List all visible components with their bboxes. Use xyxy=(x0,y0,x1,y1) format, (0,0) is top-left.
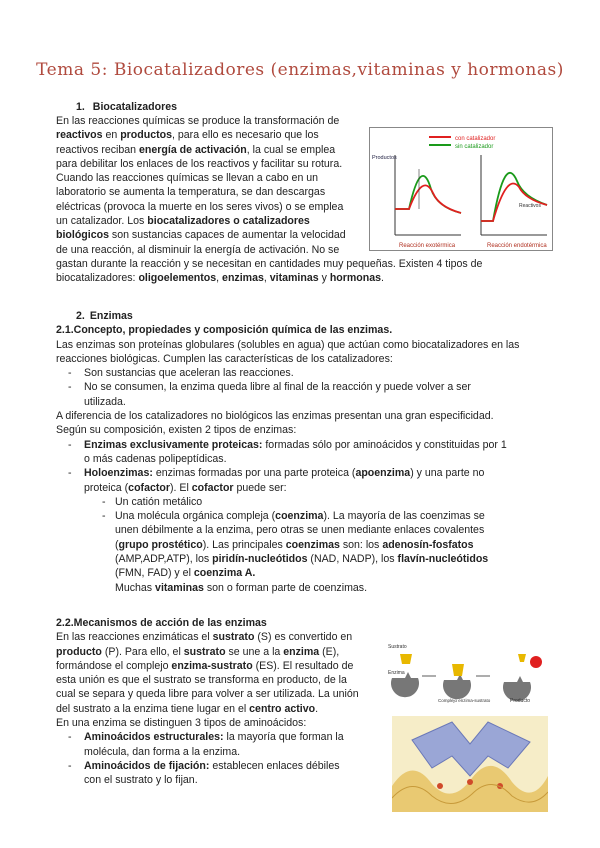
label-products: Productos xyxy=(372,155,397,161)
legend-without-catalyst: sin catalizador xyxy=(455,144,494,150)
substrate-shape xyxy=(400,654,412,664)
section-number: 1. xyxy=(76,101,85,113)
label-producto: Producto xyxy=(510,698,531,704)
page-title: Tema 5: Biocatalizadores (enzimas,vitaminas y hormonas) xyxy=(36,60,564,80)
label-enzima: Enzima xyxy=(388,670,405,676)
list-item: - Holoenzimas: enzimas formadas por una parte proteica (apoenzima) y una parte no proteica (cofactor). El cofactor puede ser: xyxy=(56,466,545,495)
list-item: - Son sustancias que aceleran las reacciones. xyxy=(56,366,545,380)
caption-exothermic: Reacción exotérmica xyxy=(399,243,456,249)
label-complejo: Complejo enzima-sustrato xyxy=(438,698,491,703)
list-item: - No se consumen, la enzima queda libre al final de la reacción y puede volver a ser utilizada. xyxy=(56,380,545,409)
subsection-2-2-heading: 2.2.Mecanismos de acción de las enzimas xyxy=(56,617,267,629)
section-1-text-wide: gastan durante la reacción y se necesitan en cantidades muy pequeñas. Existen 4 tipos de biocatalizadores: oligoelementos, enzimas, vitaminas y hormonas. xyxy=(56,258,483,285)
section-1-heading xyxy=(56,100,366,114)
list-item: - Aminoácidos de fijación: establecen enlaces débiles con el sustrato y lo fijan. xyxy=(56,759,378,788)
section-1-text: En las reacciones químicas se produce la transformación de reactivos en productos, para ello es necesario que los reactivos reciban energía de activación, la cual se emplea para debilitar los enlaces de los reactivos y facilitar su rotura. Cuando las reacciones químicas se llevan a cabo en un laboratorio se aumenta la temperatura, se dan descargas eléctricas (provoca la muerte en los seres vivos) o se emplea un catalizador. Los biocatalizadores o catalizadores biológicos son sustancias capaces de aumentar la velocidad de una reacción, al disminuir la energía de activación. No se xyxy=(56,115,346,256)
enzyme-mechanism-figure xyxy=(386,640,548,706)
subsection-2-1-heading: 2.1.Concepto, propiedades y composición química de las enzimas. xyxy=(56,324,393,337)
list-item: - Enzimas exclusivamente proteicas: formadas sólo por aminoácidos y constituidas por 1 o más cadenas polipeptídicas. xyxy=(56,438,545,467)
caption-endothermic: Reacción endotérmica xyxy=(487,243,547,249)
list-item: - Una molécula orgánica compleja (coenzima). La mayoría de las coenzimas se unen débilmente a la enzima, pero otras se unen mediante enlaces covalentes (grupo prostético). Las principales coenzimas son: los adenosín-fosfatos (AMP,ADP,ATP), los piridín-nucleótidos (NAD, NADP), los flavín-nucleótidos (FMN, FAD) y el coenzima A. xyxy=(56,509,545,580)
active-site-figure xyxy=(392,716,548,812)
list-item: - Aminoácidos estructurales: la mayoría que forman la molécula, dan forma a la enzima. xyxy=(56,730,378,759)
cofactor-list xyxy=(56,495,545,581)
legend-with-catalyst: con catalizador xyxy=(455,136,496,142)
section-2-2: 2.2.Mecanismos de acción de las enzimas En las reacciones enzimáticas el sustrato (S) es convertido en producto (P). Para ello, el sustrato se une a la enzima (E), formándose el complejo enzima-sustrato (ES). El resultado de esta unión es que el sustrato se transforma en producto, de la cual se separa y queda libre para volver a ser utilizada. La unión del sustrato a la enzima tiene lugar en el centro activo. En una enzima se distinguen 3 tipos de aminoácidos: - Aminoácidos estructurales: la mayoría que forman la molécula, dan forma a la enzima. - Aminoácidos de fijación: establecen enlaces débiles con el sustrato y lo fijan. xyxy=(56,616,378,788)
label-reactivos: Reactivos xyxy=(519,203,541,209)
label-sustrato: Sustrato xyxy=(388,644,407,650)
section-2: 2. Enzimas 2.1.Concepto, propiedades y composición química de las enzimas. Las enzimas son proteínas globulares (solubles en agua) que actúan como biocatalizadores en las reacciones biológicas. Cumplen las características de los catalizadores: - Son sustancias que aceleran las reacciones. - No se consumen, la enzima queda libre al final de la reacción y puede volver a ser utilizada. A diferencia de los catalizadores no biológicos las enzimas presentan una gran especificidad. Según su composición, existen 2 tipos de enzimas: - Enzimas exclusivamente proteicas: formadas sólo por aminoácidos y constituidas por 1 o más cadenas polipeptídicas. - Holoenzimas: enzimas formadas por una parte proteica (apoenzima) y una parte no proteica (cofactor). El cofactor puede ser: - Un catión metálico - Una molécula orgánica compleja (coenzima). La mayoría de las coenzimas se unen débilmente a la enzima, pero otras se unen mediante enlaces covalentes (grupo prostético). Las principales coenzimas son: los adenosín-fosfatos (AMP,ADP,ATP), los piridín-nucleótidos (NAD, NADP), los flavín-nucleótidos (FMN, FAD) y el coenzima A. Muchas vitaminas son o forman parte de coenzimas. xyxy=(56,309,545,595)
activation-energy-figure xyxy=(369,127,553,251)
enzyme-types-list xyxy=(56,438,545,495)
amino-acid-types-list xyxy=(56,730,378,787)
section-heading: Biocatalizadores xyxy=(92,101,177,113)
catalyst-properties-list xyxy=(56,366,545,409)
list-item: - Un catión metálico xyxy=(56,495,545,509)
